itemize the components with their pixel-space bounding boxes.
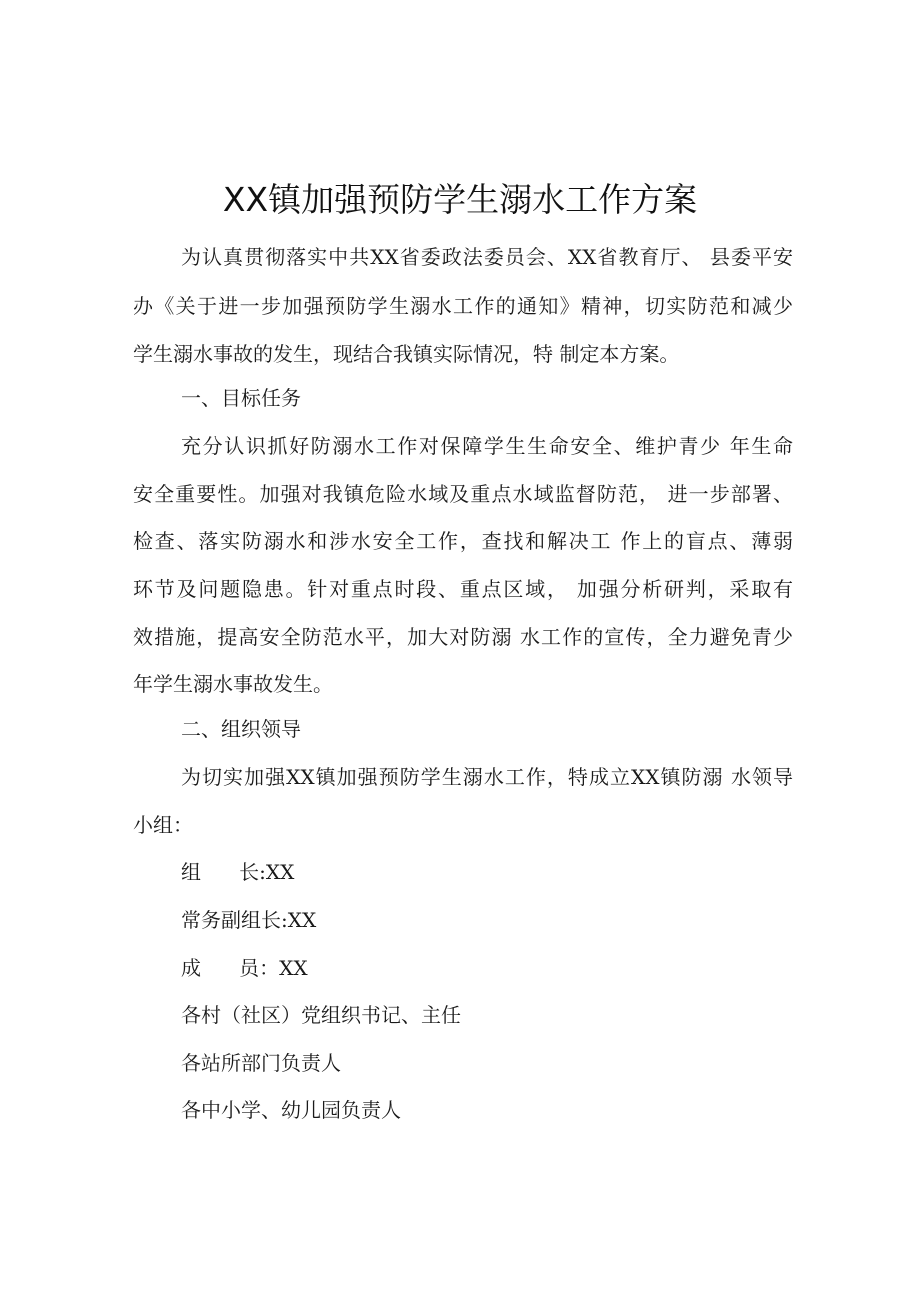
member-school-heads: 各中小学、幼儿园负责人 [181,1098,401,1122]
intro-line-3: 学生溺水事故的发生，现结合我镇实际情况，特 制定本方案。 [133,342,680,366]
intro-line-1: 为认真贯彻落实中共XX省委政法委员会、XX省教育厅、 县委平安 [181,245,793,269]
section1-line-1: 充分认识抓好防溺水工作对保障学生生命安全、维护青少 年生命 [181,434,793,458]
section1-line-5: 效措施，提高安全防范水平，加大对防溺 水工作的宣传，全力避免青少 [133,625,793,649]
section2-line-2: 小组： [133,813,193,837]
document-title: XX镇加强预防学生溺水工作方案 [222,180,698,219]
section2-heading: 二、组织领导 [181,717,301,741]
member-members: 成 员：XX [181,956,308,980]
section1-line-2: 安全重要性。加强对我镇危险水域及重点水域监督防范， 进一步部署、 [133,482,793,506]
section1-line-4: 环节及问题隐患。针对重点时段、重点区域， 加强分析研判，采取有 [133,577,793,601]
intro-line-2: 办《关于进一步加强预防学生溺水工作的通知》精神，切实防范和减少 [133,294,793,318]
section1-line-3: 检查、落实防溺水和涉水安全工作，查找和解决工 作上的盲点、薄弱 [133,529,793,553]
section1-line-6: 年学生溺水事故发生。 [133,672,333,696]
section1-heading: 一、目标任务 [181,386,301,410]
member-department-heads: 各站所部门负责人 [181,1051,341,1075]
member-leader: 组 长:XX [181,860,295,884]
member-deputy-leader: 常务副组长:XX [181,908,317,932]
member-village-secretaries: 各村（社区）党组织书记、主任 [181,1003,461,1027]
section2-line-1: 为切实加强XX镇加强预防学生溺水工作，特成立XX镇防溺 水领导 [181,765,793,789]
